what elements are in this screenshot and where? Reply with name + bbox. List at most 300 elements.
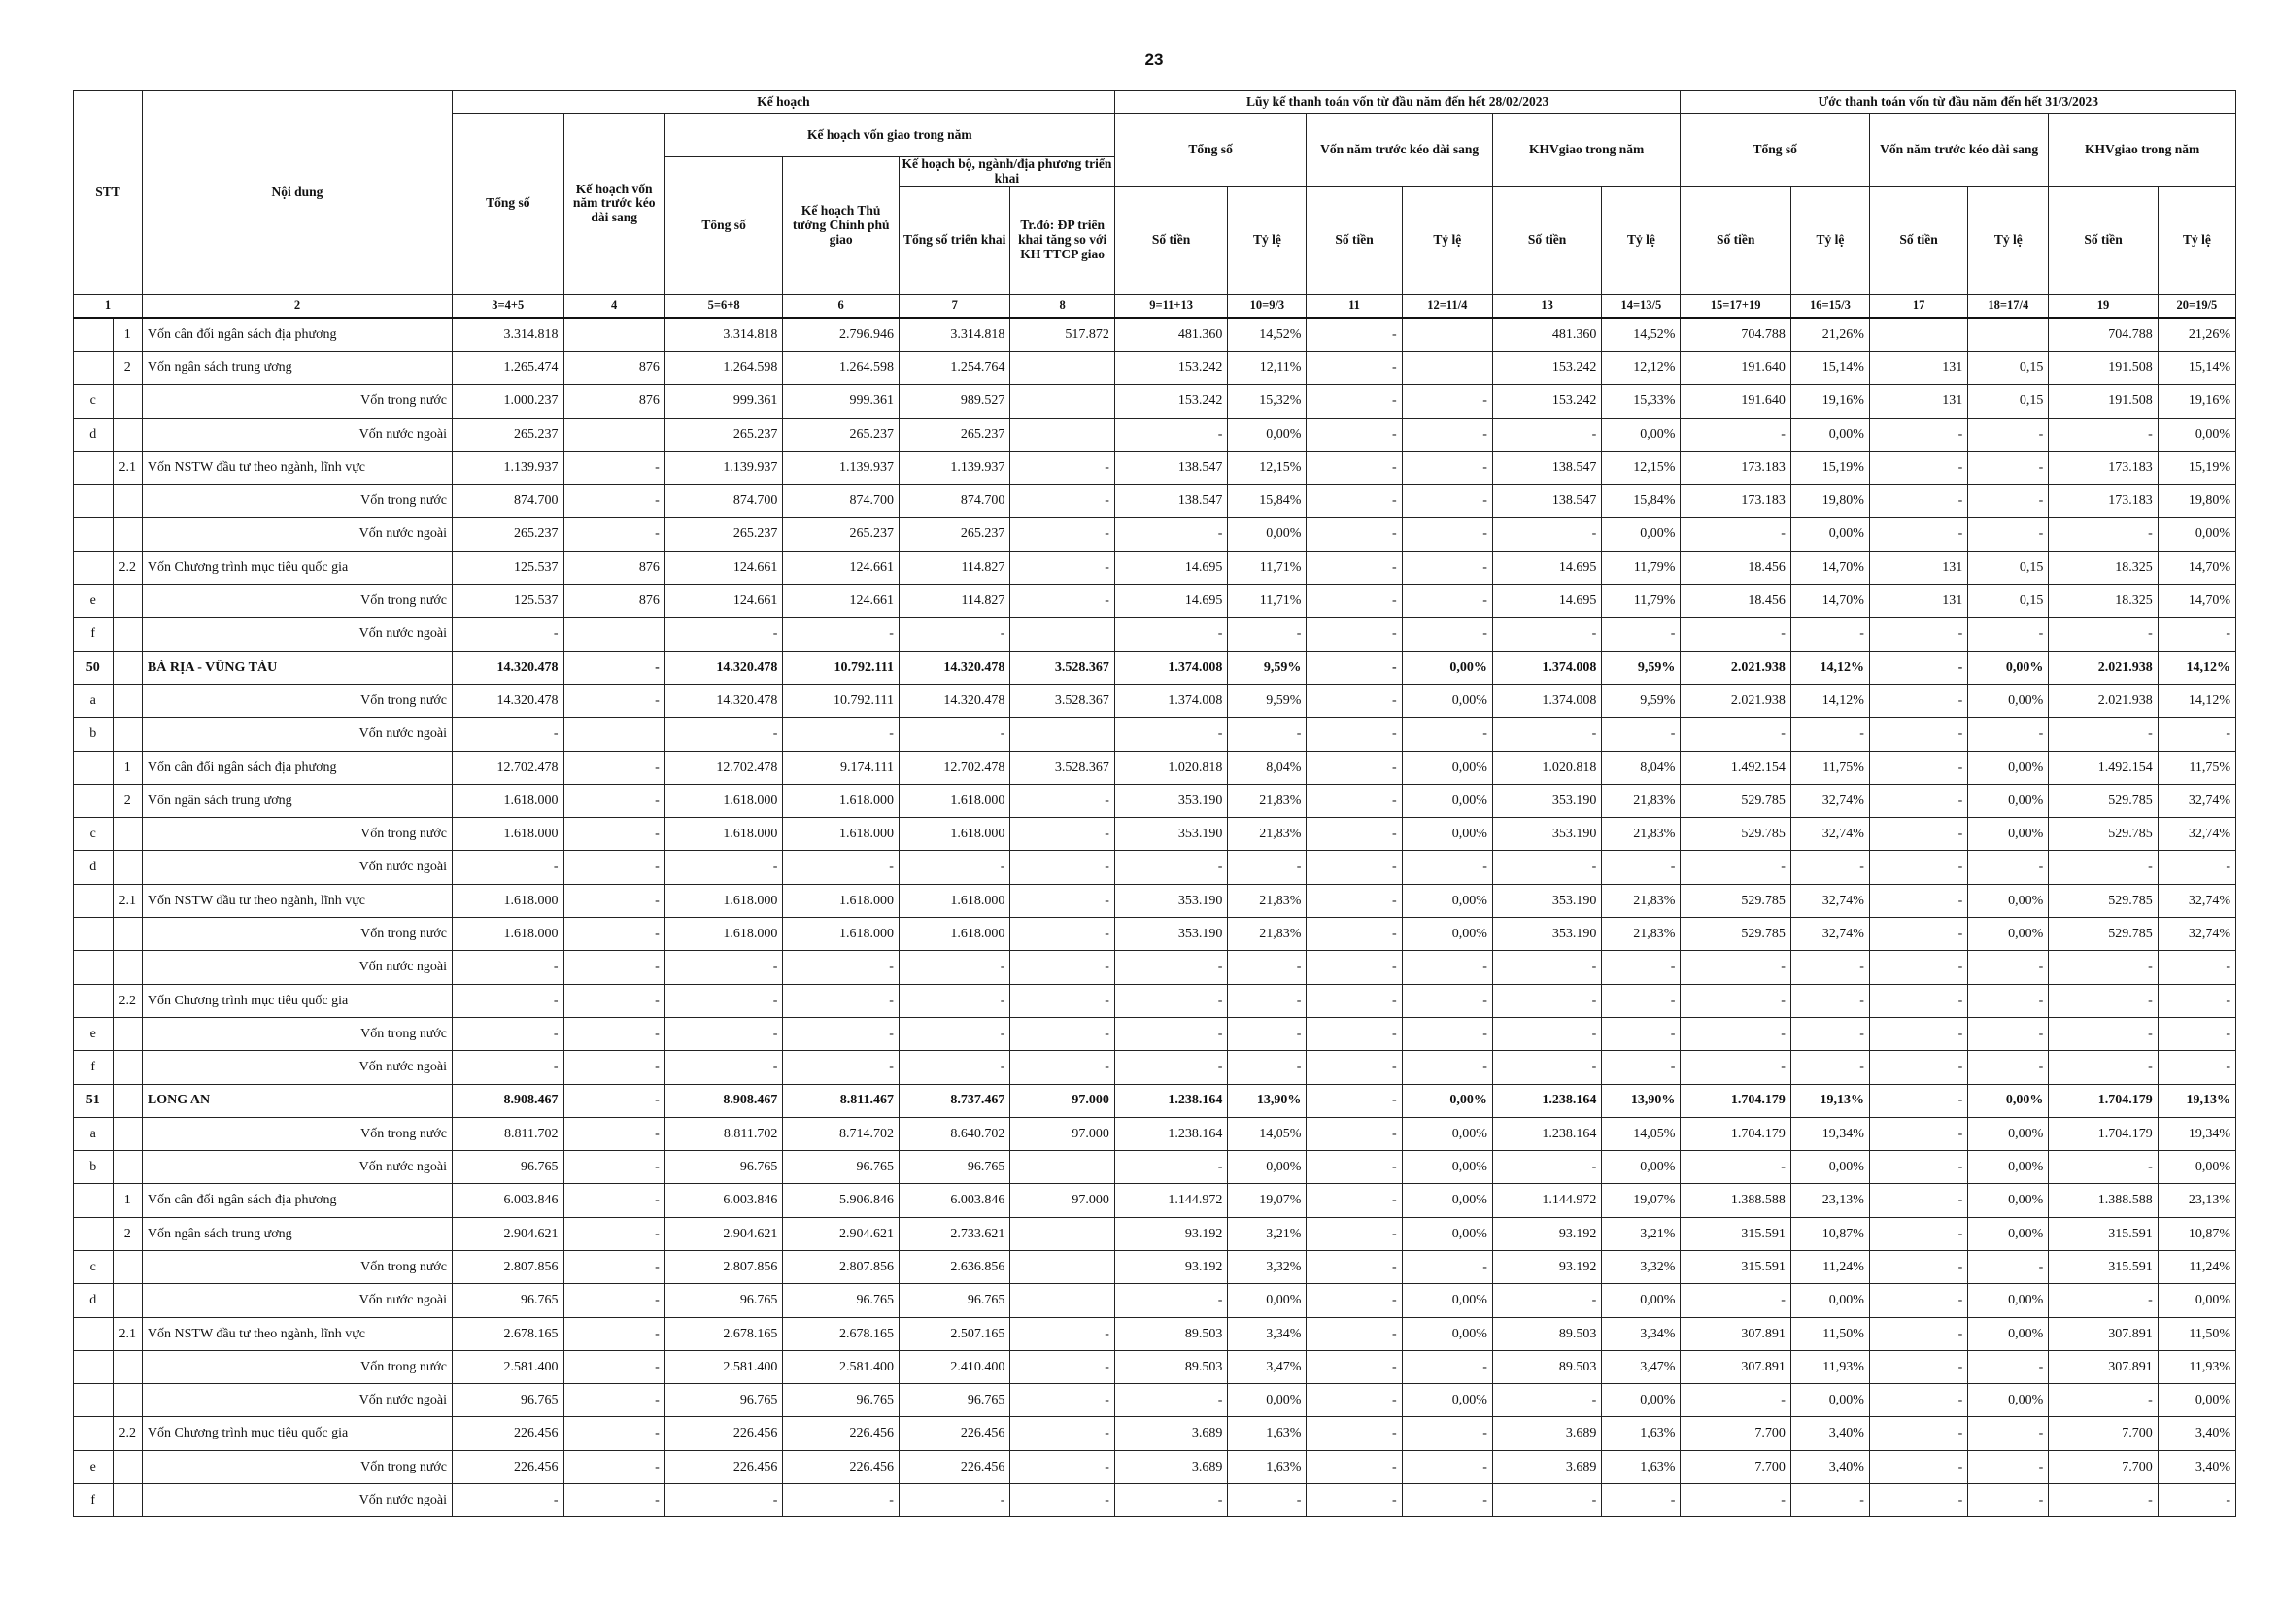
value-cell: 0,00% <box>1790 1284 1869 1317</box>
stt-cell <box>74 918 114 951</box>
value-cell: - <box>1968 618 2049 651</box>
value-cell: 1.618.000 <box>453 818 563 851</box>
header-lk-von-nam-truoc: Vốn năm trước kéo dài sang <box>1307 114 1492 187</box>
value-cell: - <box>2158 618 2235 651</box>
value-cell: 0,00% <box>1602 418 1681 451</box>
value-cell: - <box>1307 1484 1402 1517</box>
value-cell: - <box>2049 851 2158 884</box>
content-cell: Vốn trong nước <box>142 918 452 951</box>
value-cell: - <box>1010 784 1114 817</box>
value-cell: - <box>1402 451 1492 484</box>
table-row <box>74 1450 2236 1483</box>
value-cell: 353.190 <box>1492 918 1601 951</box>
value-cell: 876 <box>563 551 664 584</box>
value-cell <box>1010 385 1114 418</box>
column-number: 2 <box>142 294 452 318</box>
sub-index-cell <box>113 851 142 884</box>
value-cell: 353.190 <box>1114 918 1228 951</box>
value-cell: 1.238.164 <box>1114 1084 1228 1117</box>
value-cell: 14.695 <box>1114 551 1228 584</box>
stt-cell: c <box>74 1251 114 1284</box>
value-cell: - <box>563 1151 664 1184</box>
value-cell: - <box>1968 1350 2049 1383</box>
value-cell: - <box>1402 1484 1492 1517</box>
table-row <box>74 618 2236 651</box>
value-cell: 96.765 <box>664 1384 783 1417</box>
value-cell: 15,84% <box>1602 485 1681 518</box>
value-cell: - <box>2158 718 2235 751</box>
value-cell: 0,00% <box>1402 1117 1492 1150</box>
value-cell: - <box>1228 718 1307 751</box>
value-cell: 0,00% <box>1968 1217 2049 1250</box>
value-cell: 19,07% <box>1602 1184 1681 1217</box>
value-cell: 14,70% <box>2158 585 2235 618</box>
stt-cell <box>74 1384 114 1417</box>
value-cell: 1.139.937 <box>783 451 900 484</box>
value-cell: - <box>1010 1417 1114 1450</box>
value-cell: 11,79% <box>1602 551 1681 584</box>
value-cell: - <box>1492 1284 1601 1317</box>
value-cell: - <box>1402 385 1492 418</box>
value-cell: - <box>1681 951 1790 984</box>
header-ty-le: Tỷ lệ <box>1790 186 1869 294</box>
value-cell: 226.456 <box>899 1450 1009 1483</box>
value-cell: 529.785 <box>1681 918 1790 951</box>
value-cell <box>1968 318 2049 352</box>
value-cell: - <box>1790 851 1869 884</box>
stt-cell: c <box>74 385 114 418</box>
value-cell: 96.765 <box>453 1151 563 1184</box>
value-cell: 0,00% <box>1968 918 2049 951</box>
value-cell <box>563 618 664 651</box>
value-cell: 19,16% <box>1790 385 1869 418</box>
value-cell: - <box>1492 718 1601 751</box>
value-cell: 2.678.165 <box>453 1317 563 1350</box>
value-cell: - <box>1681 618 1790 651</box>
value-cell: 9.174.111 <box>783 751 900 784</box>
value-cell: - <box>1114 418 1228 451</box>
value-cell: 8.714.702 <box>783 1117 900 1150</box>
value-cell: - <box>2049 984 2158 1017</box>
value-cell: - <box>1228 951 1307 984</box>
value-cell: - <box>1869 951 1967 984</box>
value-cell: 0,00% <box>1968 818 2049 851</box>
value-cell: 15,14% <box>1790 351 1869 384</box>
value-cell: - <box>563 651 664 684</box>
table-row <box>74 1284 2236 1317</box>
value-cell: 0,00% <box>1968 751 2049 784</box>
value-cell: - <box>1114 1017 1228 1050</box>
value-cell: - <box>1307 1151 1402 1184</box>
value-cell: 18.456 <box>1681 551 1790 584</box>
value-cell: 529.785 <box>2049 818 2158 851</box>
value-cell: - <box>1790 984 1869 1017</box>
column-number: 13 <box>1492 294 1601 318</box>
value-cell: - <box>1010 851 1114 884</box>
sub-index-cell: 2.1 <box>113 1317 142 1350</box>
value-cell: - <box>1307 851 1402 884</box>
value-cell: 3,40% <box>2158 1417 2235 1450</box>
value-cell: 11,75% <box>2158 751 2235 784</box>
table-row <box>74 551 2236 584</box>
content-cell: Vốn nước ngoài <box>142 418 452 451</box>
value-cell: 14,70% <box>2158 551 2235 584</box>
table-row <box>74 1417 2236 1450</box>
header-stt: STT <box>74 91 143 295</box>
table-row <box>74 1217 2236 1250</box>
value-cell: - <box>1402 518 1492 551</box>
value-cell: 93.192 <box>1492 1217 1601 1250</box>
value-cell: 3,32% <box>1602 1251 1681 1284</box>
value-cell: - <box>563 1017 664 1050</box>
value-cell: - <box>1307 751 1402 784</box>
value-cell: - <box>1681 1484 1790 1517</box>
value-cell: - <box>1402 984 1492 1017</box>
value-cell: - <box>1402 851 1492 884</box>
stt-cell <box>74 518 114 551</box>
value-cell: 1.618.000 <box>664 918 783 951</box>
value-cell: 3,34% <box>1228 1317 1307 1350</box>
value-cell: - <box>1968 984 2049 1017</box>
sub-index-cell <box>113 585 142 618</box>
sub-index-cell <box>113 618 142 651</box>
value-cell: 14.320.478 <box>899 684 1009 717</box>
value-cell: - <box>1681 851 1790 884</box>
stt-cell <box>74 451 114 484</box>
value-cell: 131 <box>1869 585 1967 618</box>
value-cell: 2.410.400 <box>899 1350 1009 1383</box>
value-cell: - <box>1114 984 1228 1017</box>
value-cell: - <box>1228 984 1307 1017</box>
value-cell: 12.702.478 <box>664 751 783 784</box>
value-cell: 32,74% <box>1790 818 1869 851</box>
value-cell: 11,71% <box>1228 551 1307 584</box>
value-cell: 226.456 <box>664 1417 783 1450</box>
value-cell: 2.581.400 <box>783 1350 900 1383</box>
value-cell: - <box>1602 951 1681 984</box>
stt-cell <box>74 884 114 917</box>
value-cell: - <box>1307 551 1402 584</box>
sub-index-cell <box>113 385 142 418</box>
sub-index-cell <box>113 1117 142 1150</box>
value-cell: - <box>1307 351 1402 384</box>
header-tong-so-trien-khai: Tổng số triển khai <box>899 186 1009 294</box>
value-cell: - <box>1307 884 1402 917</box>
value-cell: 2.581.400 <box>453 1350 563 1383</box>
sub-index-cell <box>113 1484 142 1517</box>
value-cell: - <box>1492 1051 1601 1084</box>
value-cell: 226.456 <box>783 1450 900 1483</box>
value-cell: 265.237 <box>453 518 563 551</box>
header-u-tong-so: Tổng số <box>1681 114 1870 187</box>
value-cell <box>1010 1217 1114 1250</box>
header-ke-hoach: Kế hoạch <box>453 91 1115 114</box>
value-cell: 2.507.165 <box>899 1317 1009 1350</box>
value-cell <box>1010 1151 1114 1184</box>
value-cell: - <box>1869 1084 1967 1117</box>
stt-cell: d <box>74 851 114 884</box>
value-cell: - <box>1402 1051 1492 1084</box>
value-cell: 12,15% <box>1228 451 1307 484</box>
value-cell: - <box>1114 951 1228 984</box>
value-cell: 124.661 <box>664 551 783 584</box>
value-cell: 93.192 <box>1114 1217 1228 1250</box>
value-cell: - <box>1402 618 1492 651</box>
sub-index-cell <box>113 651 142 684</box>
value-cell: 19,80% <box>1790 485 1869 518</box>
value-cell: - <box>783 951 900 984</box>
value-cell: 12,15% <box>1602 451 1681 484</box>
value-cell: - <box>2158 1051 2235 1084</box>
value-cell: 14,12% <box>1790 651 1869 684</box>
value-cell: - <box>899 984 1009 1017</box>
page-number: 23 <box>1144 51 1164 69</box>
value-cell: - <box>1402 1251 1492 1284</box>
stt-cell <box>74 1217 114 1250</box>
value-cell: 353.190 <box>1492 884 1601 917</box>
stt-cell: e <box>74 585 114 618</box>
value-cell: - <box>1790 718 1869 751</box>
value-cell: 10,87% <box>1790 1217 1869 1250</box>
value-cell: 0,00% <box>1402 684 1492 717</box>
value-cell: 0,00% <box>2158 418 2235 451</box>
value-cell: - <box>1114 1484 1228 1517</box>
value-cell: 0,00% <box>1602 1284 1681 1317</box>
value-cell: - <box>899 718 1009 751</box>
table-row <box>74 351 2236 384</box>
stt-cell: d <box>74 418 114 451</box>
value-cell <box>1010 1284 1114 1317</box>
value-cell: - <box>1307 1084 1402 1117</box>
value-cell: - <box>563 1051 664 1084</box>
sub-index-cell: 2 <box>113 351 142 384</box>
value-cell: - <box>1869 984 1967 1017</box>
value-cell: - <box>1869 1484 1967 1517</box>
value-cell: - <box>1968 718 2049 751</box>
value-cell: 1.704.179 <box>1681 1084 1790 1117</box>
sub-index-cell: 2 <box>113 784 142 817</box>
column-number: 7 <box>899 294 1009 318</box>
value-cell: - <box>1869 1450 1967 1483</box>
value-cell: - <box>1869 884 1967 917</box>
value-cell: - <box>1307 1317 1402 1350</box>
value-cell: - <box>1010 485 1114 518</box>
value-cell: 3,34% <box>1602 1317 1681 1350</box>
content-cell: Vốn nước ngoài <box>142 618 452 651</box>
header-luy-ke: Lũy kế thanh toán vốn từ đầu năm đến hết 28/02/2023 <box>1114 91 1681 114</box>
value-cell: 265.237 <box>899 418 1009 451</box>
value-cell: - <box>899 1484 1009 1517</box>
value-cell: 0,00% <box>1790 1384 1869 1417</box>
value-cell: 97.000 <box>1010 1117 1114 1150</box>
value-cell: 2.021.938 <box>1681 684 1790 717</box>
table-row <box>74 1350 2236 1383</box>
value-cell: - <box>1869 751 1967 784</box>
value-cell: 8,04% <box>1602 751 1681 784</box>
value-cell: - <box>1010 1484 1114 1517</box>
value-cell: - <box>1010 1051 1114 1084</box>
value-cell: - <box>1869 851 1967 884</box>
table-body <box>74 318 2236 1517</box>
value-cell: 8.908.467 <box>664 1084 783 1117</box>
value-cell: - <box>1010 951 1114 984</box>
column-number: 8 <box>1010 294 1114 318</box>
value-cell: 1.618.000 <box>664 818 783 851</box>
value-cell: - <box>1790 951 1869 984</box>
column-number: 4 <box>563 294 664 318</box>
sub-index-cell <box>113 418 142 451</box>
value-cell: 353.190 <box>1492 784 1601 817</box>
stt-cell: f <box>74 618 114 651</box>
value-cell: 19,80% <box>2158 485 2235 518</box>
value-cell: 0,00% <box>1402 1151 1492 1184</box>
table-row <box>74 1251 2236 1284</box>
value-cell: 517.872 <box>1010 318 1114 352</box>
stt-cell <box>74 751 114 784</box>
value-cell: - <box>2049 518 2158 551</box>
value-cell: - <box>1307 818 1402 851</box>
content-cell: Vốn ngân sách trung ương <box>142 784 452 817</box>
value-cell: - <box>1869 1217 1967 1250</box>
value-cell: 265.237 <box>783 418 900 451</box>
value-cell: 989.527 <box>899 385 1009 418</box>
column-number: 15=17+19 <box>1681 294 1790 318</box>
value-cell: - <box>1869 618 1967 651</box>
stt-cell: c <box>74 818 114 851</box>
value-cell: 0,00% <box>1968 651 2049 684</box>
value-cell: 307.891 <box>2049 1317 2158 1350</box>
stt-cell: a <box>74 684 114 717</box>
content-cell: Vốn cân đối ngân sách địa phương <box>142 1184 452 1217</box>
value-cell: 2.904.621 <box>453 1217 563 1250</box>
value-cell: - <box>1010 1384 1114 1417</box>
value-cell: - <box>1402 418 1492 451</box>
value-cell: 12.702.478 <box>899 751 1009 784</box>
value-cell: 18.325 <box>2049 551 2158 584</box>
column-number: 3=4+5 <box>453 294 563 318</box>
value-cell: - <box>1402 485 1492 518</box>
value-cell: - <box>1307 1251 1402 1284</box>
value-cell: - <box>1307 485 1402 518</box>
value-cell: 0,00% <box>1968 1151 2049 1184</box>
value-cell: 8.908.467 <box>453 1084 563 1117</box>
content-cell: Vốn trong nước <box>142 385 452 418</box>
value-cell: - <box>1010 984 1114 1017</box>
column-number: 11 <box>1307 294 1402 318</box>
value-cell: - <box>1968 1017 2049 1050</box>
table-row <box>74 1317 2236 1350</box>
value-cell: 307.891 <box>1681 1317 1790 1350</box>
value-cell: 14.695 <box>1114 585 1228 618</box>
value-cell: 1.139.937 <box>453 451 563 484</box>
stt-cell: b <box>74 718 114 751</box>
value-cell: 315.591 <box>2049 1217 2158 1250</box>
value-cell: 3.314.818 <box>453 318 563 352</box>
value-cell: 1,63% <box>1228 1417 1307 1450</box>
value-cell: 2.733.621 <box>899 1217 1009 1250</box>
value-cell: 0,00% <box>1228 1384 1307 1417</box>
value-cell: 6.003.846 <box>664 1184 783 1217</box>
stt-cell: a <box>74 1117 114 1150</box>
value-cell: 96.765 <box>453 1384 563 1417</box>
content-cell: Vốn trong nước <box>142 1017 452 1050</box>
value-cell: - <box>563 1450 664 1483</box>
value-cell: - <box>1681 1051 1790 1084</box>
value-cell: 89.503 <box>1492 1350 1601 1383</box>
value-cell: - <box>1228 1484 1307 1517</box>
value-cell: - <box>453 984 563 1017</box>
value-cell: 9,59% <box>1228 651 1307 684</box>
content-cell: Vốn trong nước <box>142 1251 452 1284</box>
value-cell: - <box>1010 1317 1114 1350</box>
value-cell: - <box>453 1484 563 1517</box>
value-cell: 3,21% <box>1602 1217 1681 1250</box>
value-cell: 96.765 <box>664 1151 783 1184</box>
value-cell: 14.695 <box>1492 585 1601 618</box>
value-cell: 2.021.938 <box>2049 684 2158 717</box>
sub-index-cell <box>113 1384 142 1417</box>
value-cell: - <box>1869 518 1967 551</box>
value-cell <box>563 418 664 451</box>
value-cell: 226.456 <box>664 1450 783 1483</box>
value-cell: 0,00% <box>1402 1084 1492 1117</box>
column-number: 14=13/5 <box>1602 294 1681 318</box>
sub-index-cell: 2.1 <box>113 884 142 917</box>
value-cell: - <box>783 1051 900 1084</box>
value-cell: 32,74% <box>2158 918 2235 951</box>
value-cell: 138.547 <box>1114 451 1228 484</box>
value-cell: 0,00% <box>1402 751 1492 784</box>
value-cell: - <box>1869 1151 1967 1184</box>
value-cell: - <box>563 884 664 917</box>
value-cell: 14,05% <box>1602 1117 1681 1150</box>
value-cell: - <box>1681 1151 1790 1184</box>
value-cell: 2.807.856 <box>453 1251 563 1284</box>
value-cell: 3.689 <box>1492 1417 1601 1450</box>
value-cell: 315.591 <box>1681 1217 1790 1250</box>
value-cell: 93.192 <box>1114 1251 1228 1284</box>
value-cell: 0,00% <box>1602 1151 1681 1184</box>
budget-disbursement-table <box>73 90 2236 1517</box>
content-cell: Vốn cân đối ngân sách địa phương <box>142 751 452 784</box>
table-row <box>74 984 2236 1017</box>
value-cell: - <box>563 518 664 551</box>
value-cell: 124.661 <box>664 585 783 618</box>
value-cell: 153.242 <box>1114 385 1228 418</box>
value-cell: 21,83% <box>1602 818 1681 851</box>
value-cell: - <box>2158 984 2235 1017</box>
value-cell: 3.689 <box>1114 1450 1228 1483</box>
value-cell: - <box>1968 951 2049 984</box>
value-cell: 1.388.588 <box>1681 1184 1790 1217</box>
value-cell: - <box>563 451 664 484</box>
value-cell: 32,74% <box>2158 818 2235 851</box>
value-cell: - <box>1010 884 1114 917</box>
value-cell: 1.144.972 <box>1114 1184 1228 1217</box>
stt-cell: f <box>74 1051 114 1084</box>
value-cell: 11,93% <box>1790 1350 1869 1383</box>
table-row <box>74 718 2236 751</box>
value-cell: 32,74% <box>1790 884 1869 917</box>
column-number: 10=9/3 <box>1228 294 1307 318</box>
header-so-tien: Số tiền <box>1492 186 1601 294</box>
value-cell: 1.618.000 <box>783 818 900 851</box>
value-cell: 8,04% <box>1228 751 1307 784</box>
table-row <box>74 851 2236 884</box>
header-ty-le: Tỷ lệ <box>1228 186 1307 294</box>
stt-cell <box>74 984 114 1017</box>
value-cell: - <box>1602 1051 1681 1084</box>
